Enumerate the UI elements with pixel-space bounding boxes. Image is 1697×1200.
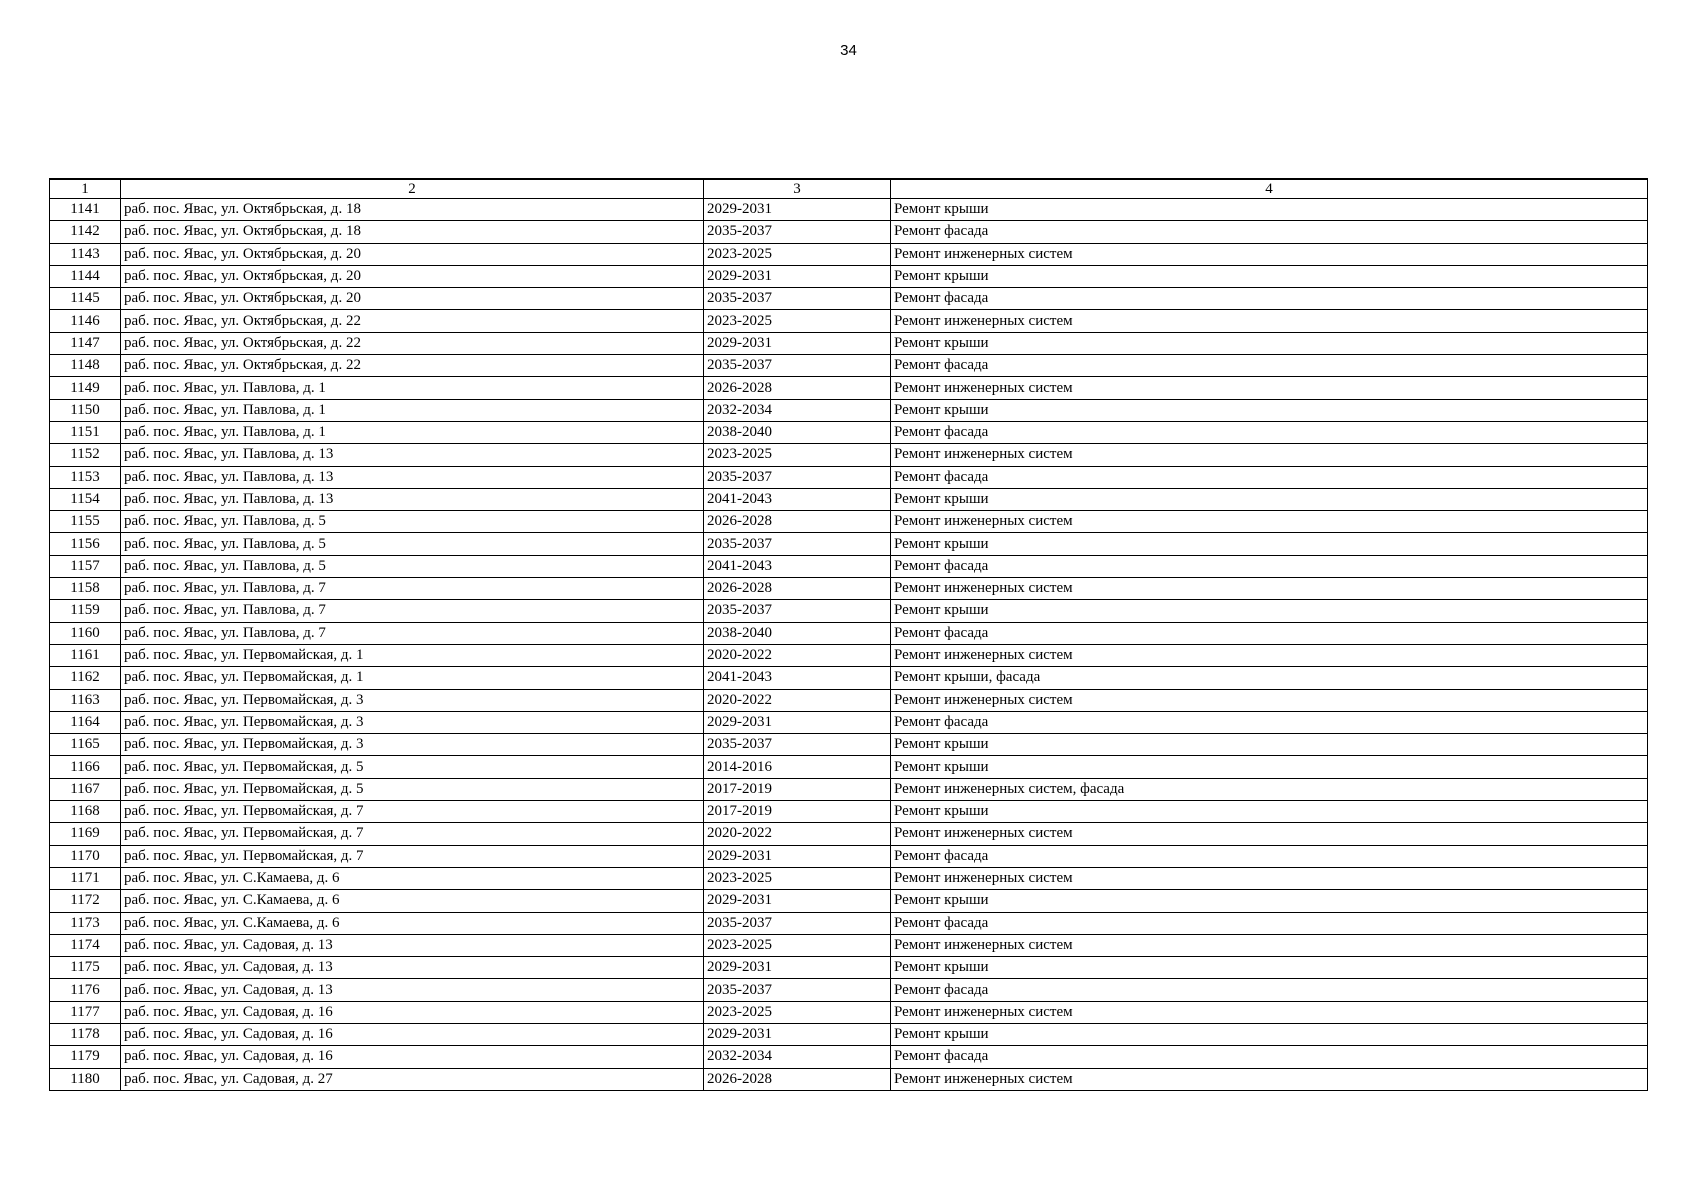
table-row [50,288,1648,310]
address-cell: раб. пос. Явас, ул. Октябрьская, д. 22 [121,310,704,332]
period-cell: 2038-2040 [704,421,891,443]
table-row [50,1001,1648,1023]
address-cell: раб. пос. Явас, ул. Октябрьская, д. 22 [121,355,704,377]
address-cell: раб. пос. Явас, ул. Октябрьская, д. 18 [121,199,704,221]
table-row [50,845,1648,867]
address-cell: раб. пос. Явас, ул. Павлова, д. 13 [121,466,704,488]
address-cell: раб. пос. Явас, ул. Садовая, д. 16 [121,1023,704,1045]
work-type-cell: Ремонт крыши [891,199,1648,221]
work-type-cell: Ремонт инженерных систем [891,934,1648,956]
address-cell: раб. пос. Явас, ул. Первомайская, д. 5 [121,756,704,778]
work-type-cell: Ремонт фасада [891,622,1648,644]
row-number-cell: 1180 [50,1068,121,1090]
period-cell: 2032-2034 [704,1046,891,1068]
work-type-cell: Ремонт инженерных систем [891,243,1648,265]
period-cell: 2035-2037 [704,979,891,1001]
work-type-cell: Ремонт инженерных систем [891,1001,1648,1023]
work-type-cell: Ремонт крыши [891,801,1648,823]
address-cell: раб. пос. Явас, ул. Октябрьская, д. 20 [121,243,704,265]
work-type-cell: Ремонт крыши [891,488,1648,510]
period-cell: 2017-2019 [704,801,891,823]
address-cell: раб. пос. Явас, ул. Павлова, д. 7 [121,622,704,644]
work-type-cell: Ремонт крыши [891,890,1648,912]
period-cell: 2029-2031 [704,265,891,287]
header-col-1: 1 [50,179,121,199]
row-number-cell: 1176 [50,979,121,1001]
period-cell: 2023-2025 [704,444,891,466]
table-row [50,912,1648,934]
table-row [50,1023,1648,1045]
row-number-cell: 1148 [50,355,121,377]
address-cell: раб. пос. Явас, ул. Павлова, д. 7 [121,600,704,622]
address-cell: раб. пос. Явас, ул. Первомайская, д. 1 [121,667,704,689]
table-header [50,179,1648,199]
table-row [50,734,1648,756]
period-cell: 2029-2031 [704,332,891,354]
work-type-cell: Ремонт крыши [891,533,1648,555]
work-type-cell: Ремонт инженерных систем [891,867,1648,889]
address-cell: раб. пос. Явас, ул. Садовая, д. 27 [121,1068,704,1090]
address-cell: раб. пос. Явас, ул. Павлова, д. 13 [121,488,704,510]
period-cell: 2035-2037 [704,221,891,243]
work-type-cell: Ремонт фасада [891,845,1648,867]
work-type-cell: Ремонт фасада [891,912,1648,934]
table-row [50,689,1648,711]
address-cell: раб. пос. Явас, ул. Садовая, д. 13 [121,979,704,1001]
table-row [50,310,1648,332]
table-row [50,600,1648,622]
table-row [50,823,1648,845]
period-cell: 2035-2037 [704,533,891,555]
row-number-cell: 1142 [50,221,121,243]
address-cell: раб. пос. Явас, ул. Садовая, д. 16 [121,1046,704,1068]
table-row [50,421,1648,443]
period-cell: 2035-2037 [704,734,891,756]
page-number: 34 [840,42,857,59]
period-cell: 2041-2043 [704,488,891,510]
work-type-cell: Ремонт крыши [891,600,1648,622]
row-number-cell: 1152 [50,444,121,466]
row-number-cell: 1146 [50,310,121,332]
period-cell: 2035-2037 [704,288,891,310]
address-cell: раб. пос. Явас, ул. Октябрьская, д. 22 [121,332,704,354]
row-number-cell: 1147 [50,332,121,354]
header-col-3: 3 [704,179,891,199]
row-number-cell: 1164 [50,711,121,733]
address-cell: раб. пос. Явас, ул. Садовая, д. 16 [121,1001,704,1023]
period-cell: 2035-2037 [704,466,891,488]
work-type-cell: Ремонт крыши [891,1023,1648,1045]
table-row [50,957,1648,979]
work-type-cell: Ремонт фасада [891,421,1648,443]
table-row [50,511,1648,533]
work-type-cell: Ремонт инженерных систем, фасада [891,778,1648,800]
work-type-cell: Ремонт фасада [891,221,1648,243]
row-number-cell: 1150 [50,399,121,421]
work-type-cell: Ремонт инженерных систем [891,578,1648,600]
row-number-cell: 1155 [50,511,121,533]
row-number-cell: 1149 [50,377,121,399]
table-row [50,199,1648,221]
table-row [50,644,1648,666]
address-cell: раб. пос. Явас, ул. Октябрьская, д. 20 [121,288,704,310]
work-type-cell: Ремонт фасада [891,555,1648,577]
row-number-cell: 1157 [50,555,121,577]
row-number-cell: 1141 [50,199,121,221]
address-cell: раб. пос. Явас, ул. Павлова, д. 5 [121,533,704,555]
period-cell: 2017-2019 [704,778,891,800]
period-cell: 2032-2034 [704,399,891,421]
table-row [50,377,1648,399]
row-number-cell: 1145 [50,288,121,310]
work-type-cell: Ремонт инженерных систем [891,823,1648,845]
address-cell: раб. пос. Явас, ул. Павлова, д. 1 [121,377,704,399]
work-type-cell: Ремонт крыши, фасада [891,667,1648,689]
table-row [50,667,1648,689]
period-cell: 2035-2037 [704,600,891,622]
row-number-cell: 1166 [50,756,121,778]
period-cell: 2035-2037 [704,355,891,377]
work-type-cell: Ремонт инженерных систем [891,689,1648,711]
address-cell: раб. пос. Явас, ул. Садовая, д. 13 [121,957,704,979]
table-row [50,890,1648,912]
address-cell: раб. пос. Явас, ул. Павлова, д. 5 [121,511,704,533]
address-cell: раб. пос. Явас, ул. Первомайская, д. 5 [121,778,704,800]
table-row [50,399,1648,421]
row-number-cell: 1153 [50,466,121,488]
period-cell: 2023-2025 [704,867,891,889]
repair-schedule-table [49,178,1648,1091]
period-cell: 2020-2022 [704,823,891,845]
table-row [50,332,1648,354]
period-cell: 2029-2031 [704,1023,891,1045]
work-type-cell: Ремонт крыши [891,734,1648,756]
work-type-cell: Ремонт фасада [891,466,1648,488]
table-row [50,578,1648,600]
header-col-2: 2 [121,179,704,199]
table-row [50,867,1648,889]
period-cell: 2026-2028 [704,578,891,600]
row-number-cell: 1173 [50,912,121,934]
table-row [50,778,1648,800]
period-cell: 2020-2022 [704,644,891,666]
row-number-cell: 1167 [50,778,121,800]
table-row [50,533,1648,555]
table-row [50,265,1648,287]
work-type-cell: Ремонт крыши [891,957,1648,979]
address-cell: раб. пос. Явас, ул. Первомайская, д. 1 [121,644,704,666]
table-row [50,622,1648,644]
address-cell: раб. пос. Явас, ул. Садовая, д. 13 [121,934,704,956]
work-type-cell: Ремонт фасада [891,711,1648,733]
period-cell: 2029-2031 [704,957,891,979]
work-type-cell: Ремонт крыши [891,756,1648,778]
period-cell: 2026-2028 [704,511,891,533]
address-cell: раб. пос. Явас, ул. Первомайская, д. 3 [121,689,704,711]
row-number-cell: 1179 [50,1046,121,1068]
row-number-cell: 1161 [50,644,121,666]
table-row [50,555,1648,577]
address-cell: раб. пос. Явас, ул. Первомайская, д. 3 [121,711,704,733]
table-row [50,221,1648,243]
row-number-cell: 1177 [50,1001,121,1023]
work-type-cell: Ремонт крыши [891,399,1648,421]
row-number-cell: 1172 [50,890,121,912]
address-cell: раб. пос. Явас, ул. Павлова, д. 7 [121,578,704,600]
table-row [50,243,1648,265]
address-cell: раб. пос. Явас, ул. С.Камаева, д. 6 [121,867,704,889]
row-number-cell: 1165 [50,734,121,756]
header-col-4: 4 [891,179,1648,199]
row-number-cell: 1156 [50,533,121,555]
row-number-cell: 1151 [50,421,121,443]
period-cell: 2029-2031 [704,711,891,733]
row-number-cell: 1143 [50,243,121,265]
work-type-cell: Ремонт крыши [891,332,1648,354]
period-cell: 2023-2025 [704,1001,891,1023]
table-row [50,1046,1648,1068]
row-number-cell: 1158 [50,578,121,600]
row-number-cell: 1170 [50,845,121,867]
period-cell: 2026-2028 [704,377,891,399]
address-cell: раб. пос. Явас, ул. Павлова, д. 1 [121,421,704,443]
work-type-cell: Ремонт фасада [891,979,1648,1001]
work-type-cell: Ремонт фасада [891,1046,1648,1068]
work-type-cell: Ремонт инженерных систем [891,310,1648,332]
period-cell: 2041-2043 [704,667,891,689]
work-type-cell: Ремонт инженерных систем [891,377,1648,399]
row-number-cell: 1168 [50,801,121,823]
address-cell: раб. пос. Явас, ул. С.Камаева, д. 6 [121,912,704,934]
period-cell: 2029-2031 [704,199,891,221]
work-type-cell: Ремонт инженерных систем [891,1068,1648,1090]
period-cell: 2023-2025 [704,243,891,265]
work-type-cell: Ремонт инженерных систем [891,444,1648,466]
address-cell: раб. пос. Явас, ул. Октябрьская, д. 20 [121,265,704,287]
period-cell: 2023-2025 [704,310,891,332]
row-number-cell: 1169 [50,823,121,845]
period-cell: 2035-2037 [704,912,891,934]
table-row [50,934,1648,956]
table-row [50,444,1648,466]
period-cell: 2041-2043 [704,555,891,577]
row-number-cell: 1159 [50,600,121,622]
row-number-cell: 1162 [50,667,121,689]
work-type-cell: Ремонт инженерных систем [891,644,1648,666]
period-cell: 2029-2031 [704,845,891,867]
row-number-cell: 1154 [50,488,121,510]
address-cell: раб. пос. Явас, ул. Первомайская, д. 7 [121,845,704,867]
address-cell: раб. пос. Явас, ул. Октябрьская, д. 18 [121,221,704,243]
address-cell: раб. пос. Явас, ул. С.Камаева, д. 6 [121,890,704,912]
table-row [50,355,1648,377]
period-cell: 2014-2016 [704,756,891,778]
table-row [50,711,1648,733]
period-cell: 2020-2022 [704,689,891,711]
address-cell: раб. пос. Явас, ул. Павлова, д. 5 [121,555,704,577]
work-type-cell: Ремонт крыши [891,265,1648,287]
address-cell: раб. пос. Явас, ул. Первомайская, д. 7 [121,801,704,823]
work-type-cell: Ремонт фасада [891,288,1648,310]
address-cell: раб. пос. Явас, ул. Павлова, д. 1 [121,399,704,421]
address-cell: раб. пос. Явас, ул. Павлова, д. 13 [121,444,704,466]
row-number-cell: 1175 [50,957,121,979]
table-row [50,979,1648,1001]
row-number-cell: 1144 [50,265,121,287]
work-type-cell: Ремонт фасада [891,355,1648,377]
period-cell: 2029-2031 [704,890,891,912]
table-body [50,199,1648,1091]
table-row [50,756,1648,778]
period-cell: 2026-2028 [704,1068,891,1090]
header-row [50,179,1648,199]
table-row [50,1068,1648,1090]
table-row [50,801,1648,823]
address-cell: раб. пос. Явас, ул. Первомайская, д. 7 [121,823,704,845]
row-number-cell: 1174 [50,934,121,956]
row-number-cell: 1160 [50,622,121,644]
row-number-cell: 1163 [50,689,121,711]
address-cell: раб. пос. Явас, ул. Первомайская, д. 3 [121,734,704,756]
table-row [50,488,1648,510]
period-cell: 2038-2040 [704,622,891,644]
row-number-cell: 1178 [50,1023,121,1045]
table-row [50,466,1648,488]
work-type-cell: Ремонт инженерных систем [891,511,1648,533]
period-cell: 2023-2025 [704,934,891,956]
row-number-cell: 1171 [50,867,121,889]
